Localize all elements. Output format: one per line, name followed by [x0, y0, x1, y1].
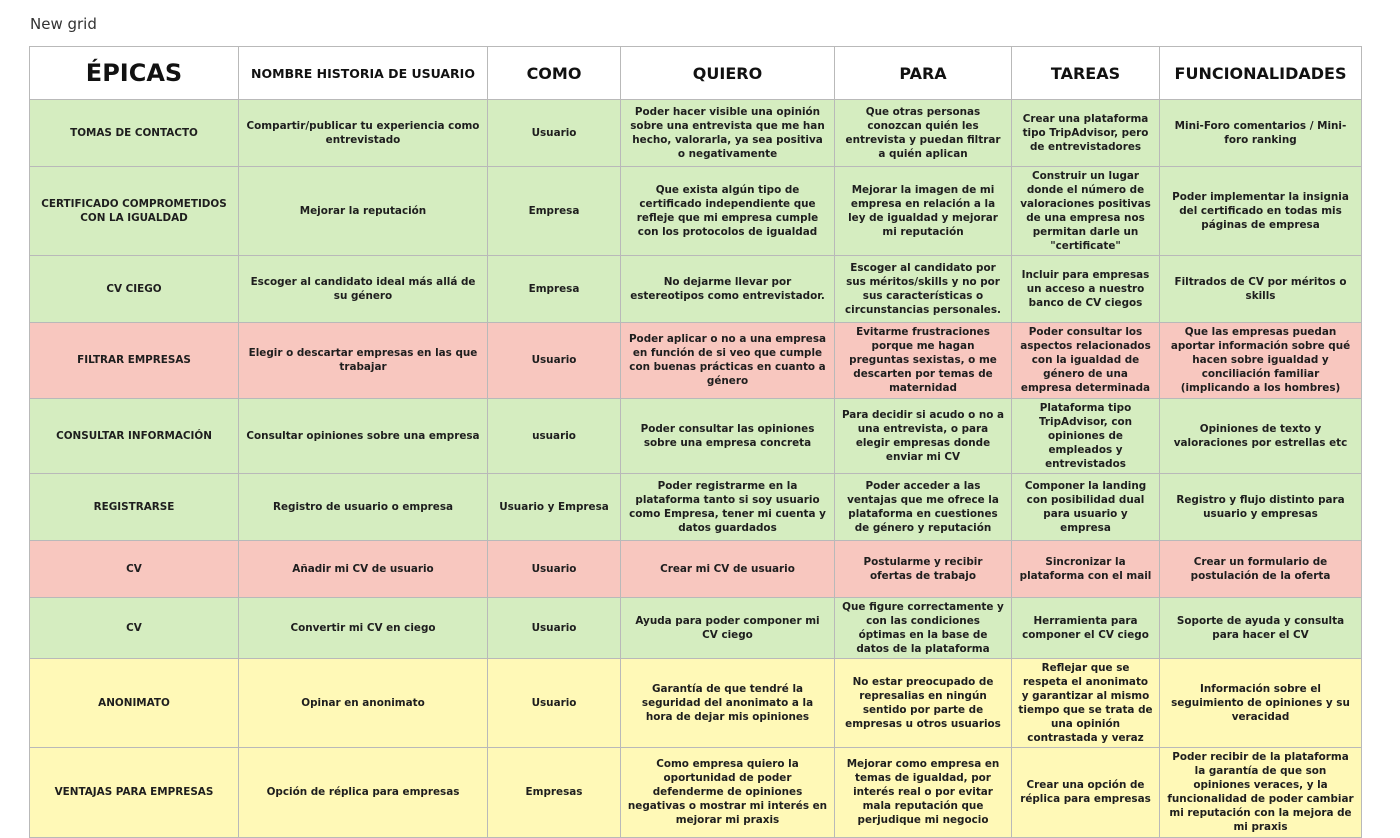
cell-como: usuario [488, 398, 621, 473]
cell-epica: CV [30, 597, 239, 658]
cell-funcionalidades: Poder implementar la insignia del certificado en todas mis páginas de empresa [1160, 167, 1362, 256]
header-tareas: TAREAS [1012, 47, 1160, 100]
cell-nombre-historia: Compartir/publicar tu experiencia como entrevistado [239, 100, 488, 167]
header-epicas: ÉPICAS [30, 47, 239, 100]
cell-quiero: Garantía de que tendré la seguridad del anonimato a la hora de dejar mis opiniones [621, 658, 835, 747]
cell-tareas: Sincronizar la plataforma con el mail [1012, 540, 1160, 597]
cell-tareas: Poder consultar los aspectos relacionados con la igualdad de género de una empresa determinada [1012, 323, 1160, 398]
cell-como: Usuario [488, 323, 621, 398]
cell-tareas: Reflejar que se respeta el anonimato y garantizar al mismo tiempo que se trata de una opinión contrastada y veraz [1012, 658, 1160, 747]
table-row [30, 658, 1362, 747]
cell-quiero: Poder registrarme en la plataforma tanto si soy usuario como Empresa, tener mi cuenta y datos guardados [621, 473, 835, 540]
cell-funcionalidades: Filtrados de CV por méritos o skills [1160, 256, 1362, 323]
cell-nombre-historia: Opción de réplica para empresas [239, 748, 488, 837]
cell-funcionalidades: Opiniones de texto y valoraciones por estrellas etc [1160, 398, 1362, 473]
table-row [30, 540, 1362, 597]
cell-para: Evitarme frustraciones porque me hagan preguntas sexistas, o me descarten por temas de maternidad [835, 323, 1012, 398]
header-nombre-historia: NOMBRE HISTORIA DE USUARIO [239, 47, 488, 100]
cell-quiero: Que exista algún tipo de certificado independiente que refleje que mi empresa cumple con los protocolos de igualdad [621, 167, 835, 256]
cell-para: Que otras personas conozcan quién les entrevista y puedan filtrar a quién aplican [835, 100, 1012, 167]
page-title: New grid [30, 15, 97, 33]
cell-quiero: Ayuda para poder componer mi CV ciego [621, 597, 835, 658]
user-stories-grid [29, 46, 1362, 838]
cell-como: Usuario [488, 100, 621, 167]
cell-para: Postularme y recibir ofertas de trabajo [835, 540, 1012, 597]
table-row [30, 256, 1362, 323]
table-row [30, 167, 1362, 256]
cell-epica: CERTIFICADO COMPROMETIDOS CON LA IGUALDAD [30, 167, 239, 256]
cell-para: Mejorar la imagen de mi empresa en relación a la ley de igualdad y mejorar mi reputación [835, 167, 1012, 256]
cell-para: Poder acceder a las ventajas que me ofrece la plataforma en cuestiones de género y reputación [835, 473, 1012, 540]
cell-funcionalidades: Mini-Foro comentarios / Mini-foro ranking [1160, 100, 1362, 167]
cell-para: Que figure correctamente y con las condiciones óptimas en la base de datos de la plataforma [835, 597, 1012, 658]
cell-quiero: Poder aplicar o no a una empresa en función de si veo que cumple con buenas prácticas en cuanto a género [621, 323, 835, 398]
cell-para: No estar preocupado de represalias en ningún sentido por parte de empresas u otros usuarios [835, 658, 1012, 747]
cell-epica: CONSULTAR INFORMACIÓN [30, 398, 239, 473]
cell-nombre-historia: Consultar opiniones sobre una empresa [239, 398, 488, 473]
cell-para: Para decidir si acudo o no a una entrevista, o para elegir empresas donde enviar mi CV [835, 398, 1012, 473]
cell-epica: CV [30, 540, 239, 597]
cell-como: Usuario y Empresa [488, 473, 621, 540]
cell-funcionalidades: Información sobre el seguimiento de opiniones y su veracidad [1160, 658, 1362, 747]
cell-para: Mejorar como empresa en temas de igualdad, por interés real o por evitar mala reputación que perjudique mi negocio [835, 748, 1012, 837]
cell-quiero: Poder consultar las opiniones sobre una empresa concreta [621, 398, 835, 473]
cell-nombre-historia: Mejorar la reputación [239, 167, 488, 256]
cell-como: Usuario [488, 658, 621, 747]
cell-para: Escoger al candidato por sus méritos/skills y no por sus características o circunstancias personales. [835, 256, 1012, 323]
table-row [30, 398, 1362, 473]
cell-nombre-historia: Opinar en anonimato [239, 658, 488, 747]
table-row [30, 323, 1362, 398]
cell-como: Usuario [488, 597, 621, 658]
cell-tareas: Crear una opción de réplica para empresas [1012, 748, 1160, 837]
cell-quiero: Crear mi CV de usuario [621, 540, 835, 597]
cell-como: Empresas [488, 748, 621, 837]
cell-nombre-historia: Convertir mi CV en ciego [239, 597, 488, 658]
cell-quiero: Como empresa quiero la oportunidad de poder defenderme de opiniones negativas o mostrar mi interés en mejorar mi praxis [621, 748, 835, 837]
cell-como: Usuario [488, 540, 621, 597]
header-para: PARA [835, 47, 1012, 100]
header-row [30, 47, 1362, 100]
cell-nombre-historia: Escoger al candidato ideal más allá de su género [239, 256, 488, 323]
cell-tareas: Incluir para empresas un acceso a nuestro banco de CV ciegos [1012, 256, 1160, 323]
cell-quiero: Poder hacer visible una opinión sobre una entrevista que me han hecho, valorarla, ya sea positiva o negativamente [621, 100, 835, 167]
table-row [30, 100, 1362, 167]
cell-tareas: Plataforma tipo TripAdvisor, con opiniones de empleados y entrevistados [1012, 398, 1160, 473]
cell-tareas: Construir un lugar donde el número de valoraciones positivas de una empresa nos permitan darle un "certificate" [1012, 167, 1160, 256]
table-row [30, 748, 1362, 837]
cell-como: Empresa [488, 167, 621, 256]
cell-nombre-historia: Añadir mi CV de usuario [239, 540, 488, 597]
cell-epica: CV CIEGO [30, 256, 239, 323]
table-row [30, 597, 1362, 658]
table-row [30, 473, 1362, 540]
cell-tareas: Crear una plataforma tipo TripAdvisor, pero de entrevistadores [1012, 100, 1160, 167]
cell-epica: VENTAJAS PARA EMPRESAS [30, 748, 239, 837]
cell-tareas: Herramienta para componer el CV ciego [1012, 597, 1160, 658]
cell-funcionalidades: Poder recibir de la plataforma la garantía de que son opiniones veraces, y la funcionalidad de poder cambiar mi reputación con la mejora de mi praxis [1160, 748, 1362, 837]
cell-nombre-historia: Registro de usuario o empresa [239, 473, 488, 540]
cell-tareas: Componer la landing con posibilidad dual para usuario y empresa [1012, 473, 1160, 540]
cell-funcionalidades: Soporte de ayuda y consulta para hacer el CV [1160, 597, 1362, 658]
cell-funcionalidades: Registro y flujo distinto para usuario y empresas [1160, 473, 1362, 540]
header-funcionalidades: FUNCIONALIDADES [1160, 47, 1362, 100]
header-como: COMO [488, 47, 621, 100]
cell-como: Empresa [488, 256, 621, 323]
header-quiero: QUIERO [621, 47, 835, 100]
cell-epica: TOMAS DE CONTACTO [30, 100, 239, 167]
cell-funcionalidades: Crear un formulario de postulación de la oferta [1160, 540, 1362, 597]
cell-epica: REGISTRARSE [30, 473, 239, 540]
cell-funcionalidades: Que las empresas puedan aportar información sobre qué hacen sobre igualdad y conciliación familiar (implicando a los hombres) [1160, 323, 1362, 398]
cell-quiero: No dejarme llevar por estereotipos como entrevistador. [621, 256, 835, 323]
cell-nombre-historia: Elegir o descartar empresas en las que trabajar [239, 323, 488, 398]
cell-epica: ANONIMATO [30, 658, 239, 747]
cell-epica: FILTRAR EMPRESAS [30, 323, 239, 398]
